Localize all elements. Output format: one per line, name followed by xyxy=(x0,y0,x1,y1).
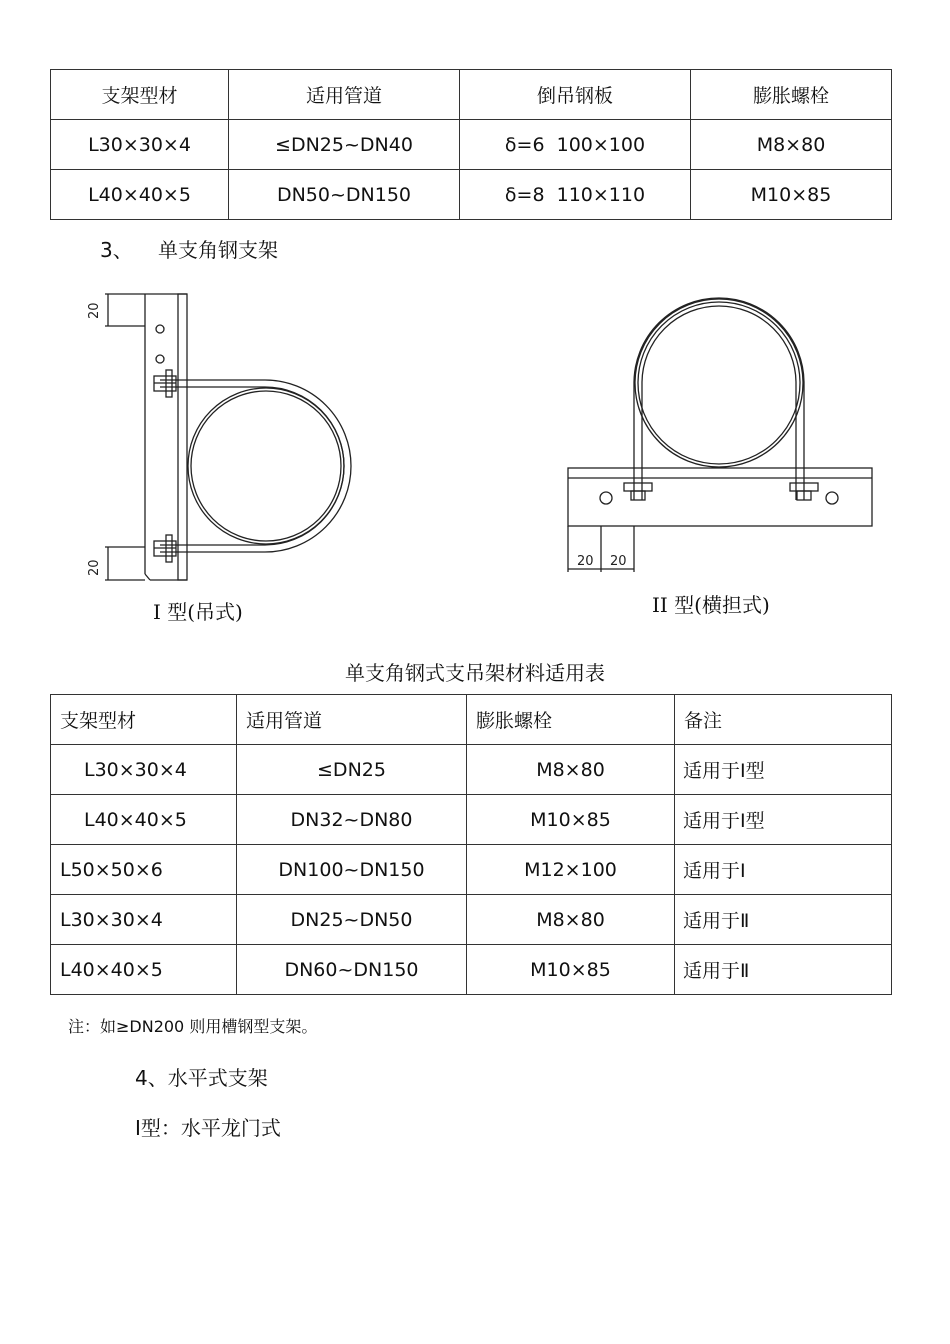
section-title: 单支角钢支架 xyxy=(158,238,278,262)
table-row xyxy=(51,945,892,995)
table-note: 注：如≥DN200 则用槽钢型支架。 xyxy=(68,1017,318,1036)
table-cell: DN60~DN150 xyxy=(237,945,467,995)
dim-right-text: 20 xyxy=(610,554,627,569)
table-cell: L30×30×4 xyxy=(51,745,237,795)
table-cell: 适用于Ⅱ xyxy=(675,895,892,945)
table-cell: L40×40×5 xyxy=(51,170,229,220)
section-4-heading: 4、水平式支架 xyxy=(135,1066,268,1090)
table-cell: DN100~DN150 xyxy=(237,845,467,895)
table-header-row xyxy=(51,695,892,745)
table-row xyxy=(51,845,892,895)
table-cell: M10×85 xyxy=(467,945,675,995)
table-header-cell: 膨胀螺栓 xyxy=(467,695,675,745)
table-cell: L30×30×4 xyxy=(51,895,237,945)
table-cell: L50×50×6 xyxy=(51,845,237,895)
table-header-cell: 膨胀螺栓 xyxy=(691,70,892,120)
table-cell: ≤DN25 xyxy=(237,745,467,795)
table-header-cell: 支架型材 xyxy=(51,695,237,745)
table-header-cell: 备注 xyxy=(675,695,892,745)
support-material-table-1 xyxy=(50,69,892,220)
table-cell: DN50~DN150 xyxy=(229,170,460,220)
table-cell: 适用于Ⅱ xyxy=(675,945,892,995)
dim-bottom-text: 20 xyxy=(87,559,102,576)
table-row xyxy=(51,120,892,170)
table-cell: L40×40×5 xyxy=(51,795,237,845)
table-cell: DN25~DN50 xyxy=(237,895,467,945)
table-cell: M10×85 xyxy=(691,170,892,220)
table-row xyxy=(51,795,892,845)
table-row xyxy=(51,745,892,795)
dim-left-text: 20 xyxy=(577,554,594,569)
table-header-cell: 适用管道 xyxy=(237,695,467,745)
table-row xyxy=(51,170,892,220)
table-cell: M8×80 xyxy=(467,895,675,945)
figure-1-caption: I 型(吊式) xyxy=(153,600,243,624)
figure-2-caption: II 型(横担式) xyxy=(652,593,770,617)
table-header-cell: 适用管道 xyxy=(229,70,460,120)
section-4-subtitle: Ⅰ型：水平龙门式 xyxy=(135,1116,281,1140)
table-cell: 适用于Ⅰ型 xyxy=(675,745,892,795)
section-3-heading xyxy=(100,234,278,263)
section-number: 3、 xyxy=(100,238,133,262)
table-cell: M8×80 xyxy=(467,745,675,795)
table-header-cell: 倒吊钢板 xyxy=(460,70,691,120)
table-cell: M12×100 xyxy=(467,845,675,895)
table-cell: DN32~DN80 xyxy=(237,795,467,845)
table-cell: L30×30×4 xyxy=(51,120,229,170)
table-cell: 适用于Ⅰ xyxy=(675,845,892,895)
table-header-row xyxy=(51,70,892,120)
table-cell: δ=6 100×100 xyxy=(460,120,691,170)
table-row xyxy=(51,895,892,945)
table-2-title: 单支角钢式支吊架材料适用表 xyxy=(345,661,605,685)
table-header-cell: 支架型材 xyxy=(51,70,229,120)
table-cell: 适用于Ⅰ型 xyxy=(675,795,892,845)
single-angle-material-table xyxy=(50,694,892,995)
table-cell: M10×85 xyxy=(467,795,675,845)
table-cell: δ=8 110×110 xyxy=(460,170,691,220)
dim-top-text: 20 xyxy=(87,302,102,319)
table-cell: L40×40×5 xyxy=(51,945,237,995)
table-cell: M8×80 xyxy=(691,120,892,170)
table-cell: ≤DN25~DN40 xyxy=(229,120,460,170)
